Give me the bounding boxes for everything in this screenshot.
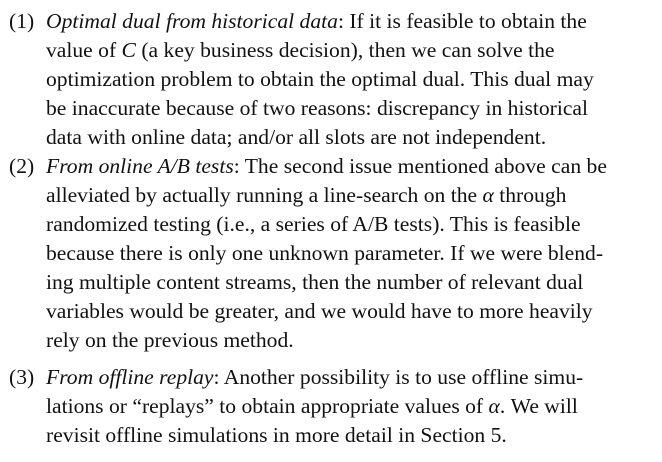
item-number: (1)	[9, 9, 35, 33]
item-first-line	[46, 363, 583, 392]
item-line: rely on the previous method.	[46, 328, 294, 352]
item-heading: From online A/B tests	[46, 154, 234, 178]
item-line: lations or “replays” to obtain appropriate values of α. We will	[46, 394, 578, 418]
item-line: be inaccurate because of two reasons: discrepancy in historical	[46, 96, 589, 120]
item-line: because there is only one unknown parameter. If we were blend-	[46, 241, 604, 265]
item-line: ing multiple content streams, then the number of relevant dual	[46, 270, 584, 294]
item-number: (3)	[9, 365, 35, 389]
item-line: randomized testing (i.e., a series of A/B tests). This is feasible	[46, 212, 581, 236]
item-first-line	[46, 152, 607, 181]
item-line: optimization problem to obtain the optimal dual. This dual may	[46, 67, 594, 91]
item-line: revisit offline simulations in more detail in Section 5.	[46, 423, 507, 447]
item-number: (2)	[9, 154, 35, 178]
item-line: : Another possibility is to use offline simu-	[213, 365, 584, 389]
item-line: : The second issue mentioned above can be	[233, 154, 607, 178]
item-line: data with online data; and/or all slots are not independent.	[46, 125, 547, 149]
item-line: value of C (a key business decision), then we can solve the	[46, 38, 555, 62]
item-first-line	[46, 7, 587, 36]
item-heading: From offline replay	[46, 365, 214, 389]
item-heading: Optimal dual from historical data	[46, 9, 338, 33]
item-line: variables would be greater, and we would have to more heavily	[46, 299, 593, 323]
item-line: alleviated by actually running a line-search on the α through	[46, 183, 567, 207]
item-line: : If it is feasible to obtain the	[337, 9, 587, 33]
